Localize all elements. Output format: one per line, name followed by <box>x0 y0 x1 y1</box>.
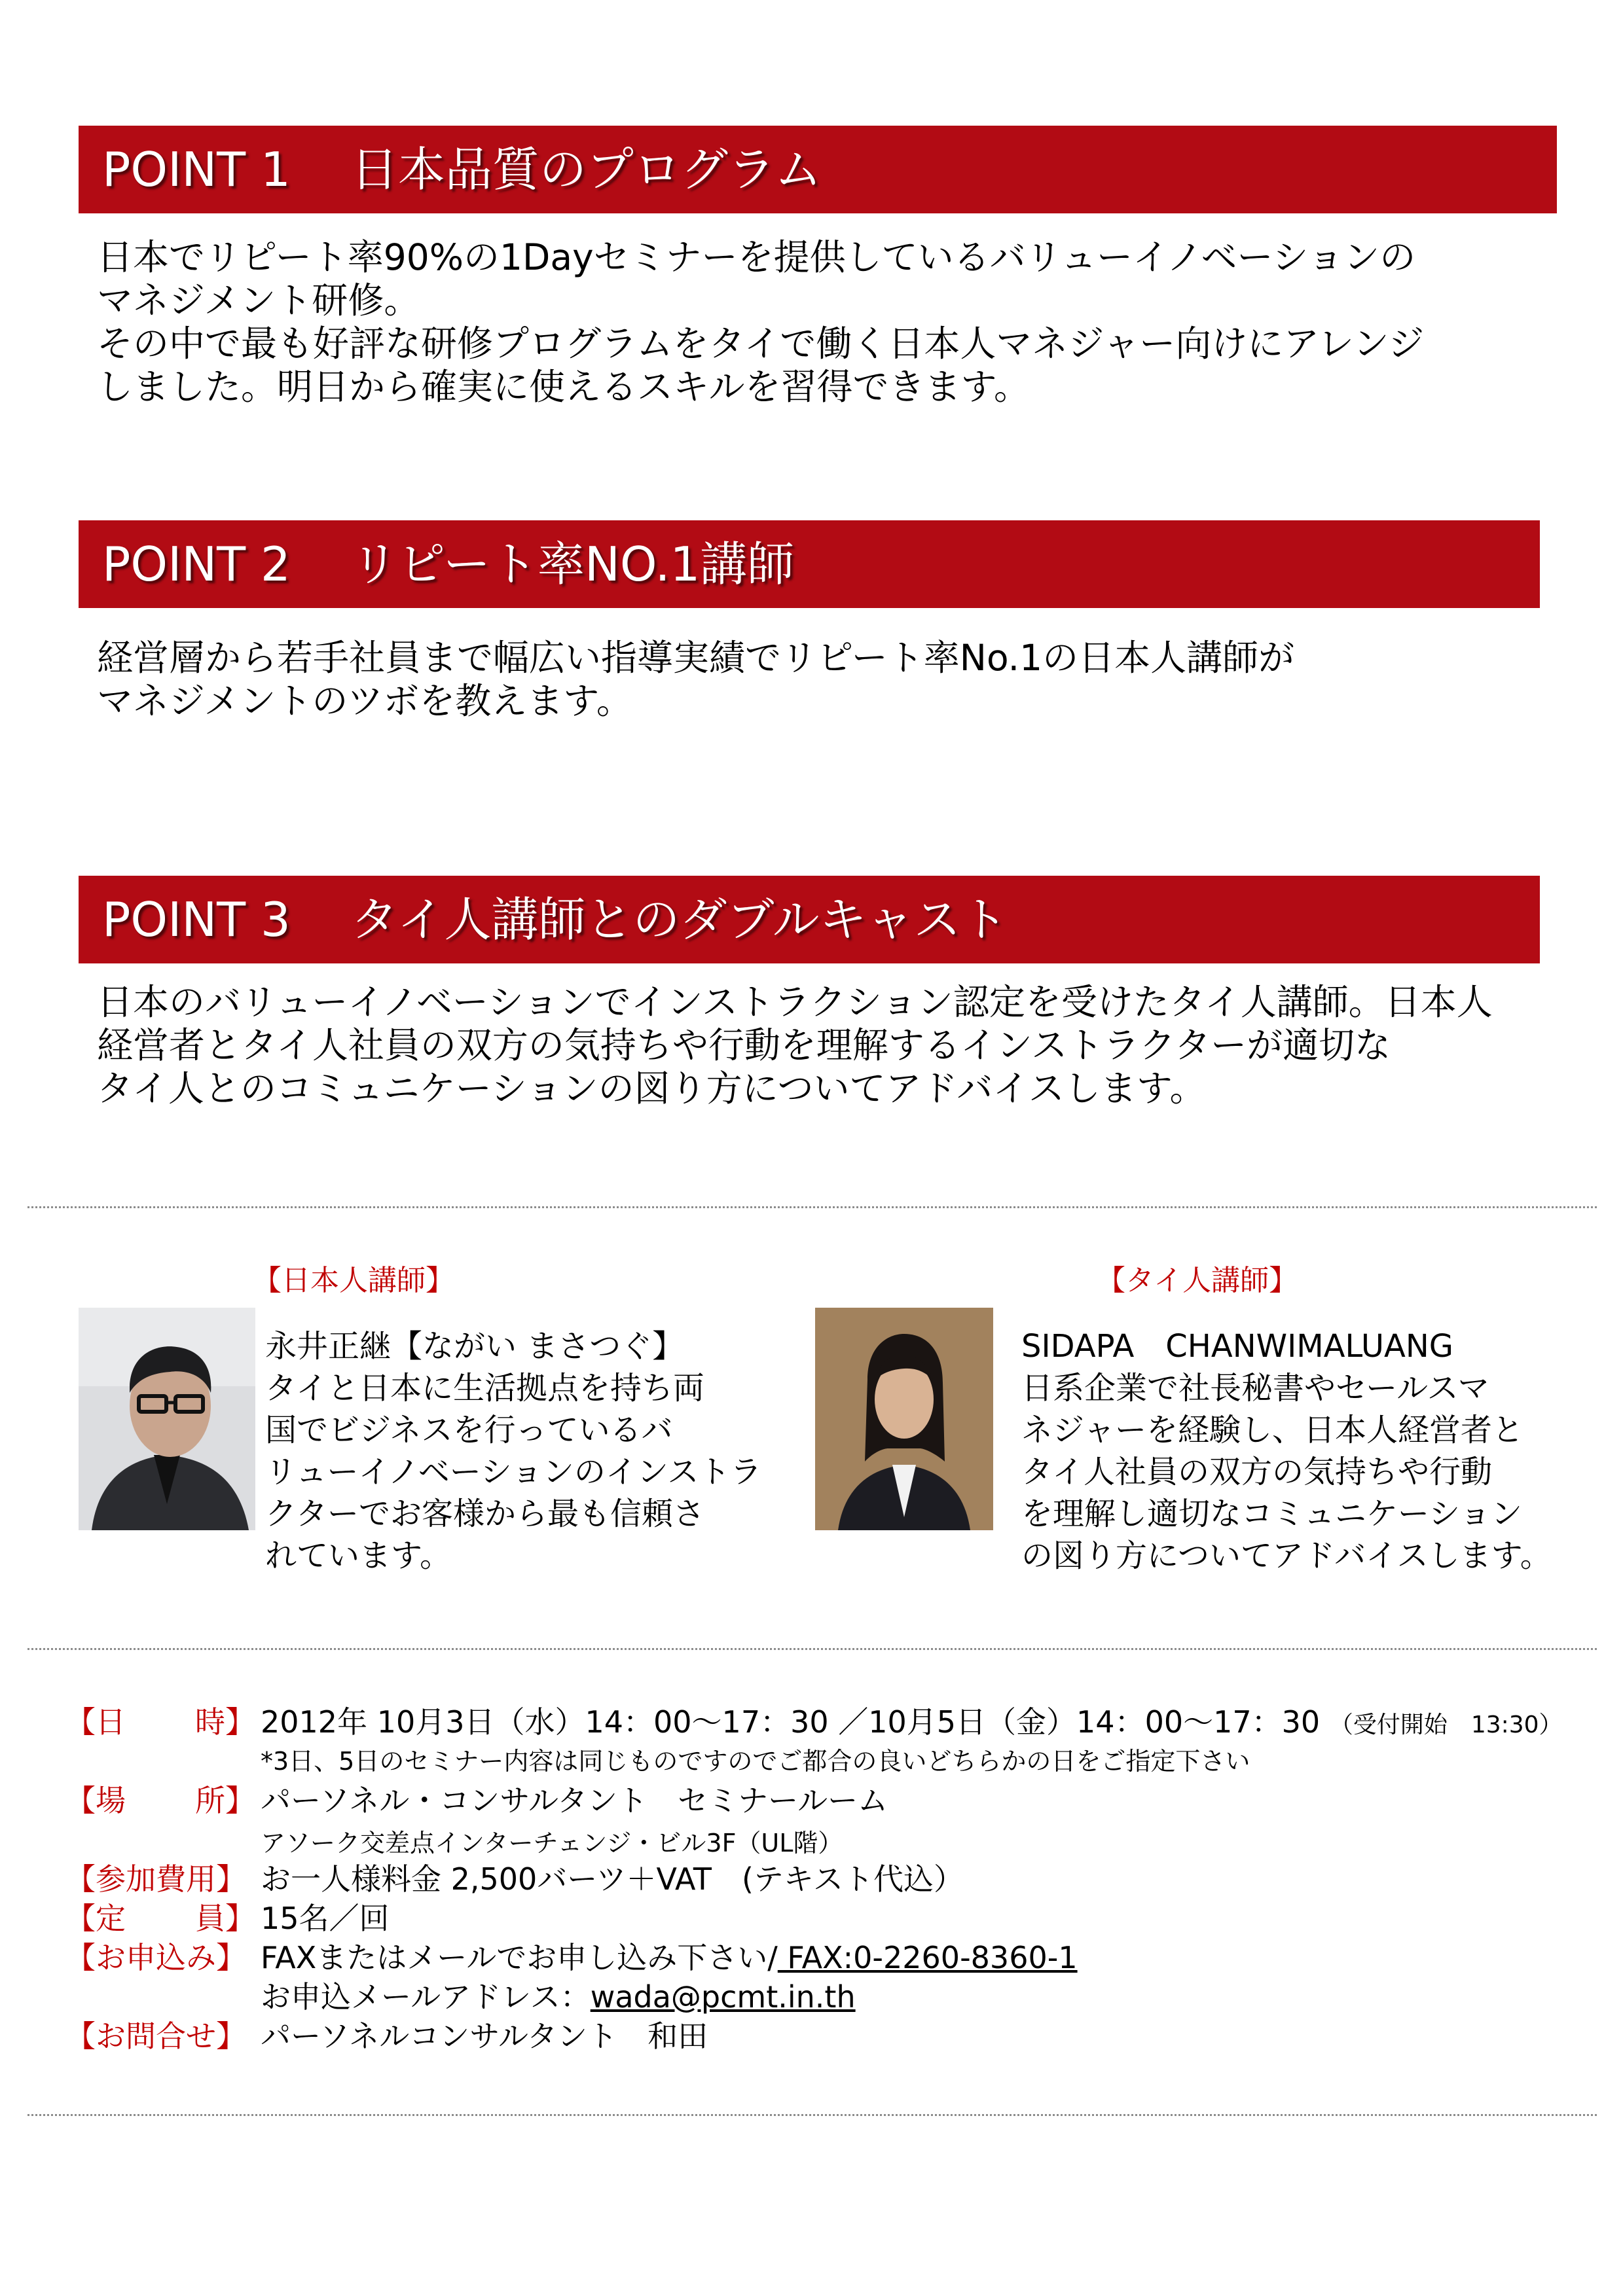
venue-label-b: 所】 <box>195 1783 255 1818</box>
datetime-note: *3日、5日のセミナー内容は同じものですのでご都合の良いどちらかの日をご指定下さい <box>261 1747 1250 1776</box>
point3-line: 経営者とタイ人社員の双方の気持ちや行動を理解するインストラクターが適切な <box>97 1024 1391 1066</box>
datetime-value <box>261 1698 1563 1742</box>
capacity-row <box>65 1895 390 1938</box>
divider <box>27 1648 1597 1650</box>
point3-line: タイ人とのコミュニケーションの図り方についてアドバイスします。 <box>97 1067 1206 1109</box>
apply-value <box>261 1934 1078 1977</box>
divider <box>27 1206 1597 1208</box>
reception-time: （受付開始 13:30） <box>1329 1712 1563 1738</box>
fee-row <box>65 1856 964 1899</box>
japanese-lecturer-bio <box>265 1325 761 1577</box>
point1-label: POINT 1 <box>102 142 291 197</box>
point3-line: 日本のバリューイノベーションでインストラクション認定を受けたタイ人講師。日本人 <box>97 981 1493 1023</box>
email-prefix: お申込メールアドレス： <box>261 1979 591 2015</box>
venue-address: アソーク交差点インターチェンジ・ビル3F（UL階） <box>261 1829 843 1857</box>
japanese-lecturer-name: 永井正継【ながい まさつぐ】 <box>265 1328 684 1365</box>
bio-line: 国でビジネスを行っているバ <box>265 1412 673 1448</box>
datetime-label-a: 【日 <box>65 1704 126 1740</box>
bio-line: リューイノベーションのインストラ <box>265 1454 762 1490</box>
apply-label: 【お申込み】 <box>65 1940 246 1975</box>
venue-label <box>65 1777 255 1820</box>
bio-line: を理解し適切なコミュニケーション <box>1021 1496 1523 1532</box>
point3-label: POINT 3 <box>102 892 291 947</box>
capacity-label <box>65 1895 255 1938</box>
bio-line: タイ人社員の双方の気持ちや行動 <box>1021 1454 1493 1490</box>
datetime-row <box>65 1698 1563 1742</box>
point2-title: リピート率NO.1講師 <box>350 537 795 592</box>
thai-lecturer-heading: 【タイ人講師】 <box>1097 1264 1298 1297</box>
capacity-label-a: 【定 <box>65 1901 126 1936</box>
bio-line: タイと日本に生活拠点を持ち両 <box>265 1370 705 1407</box>
email-link[interactable]: wada@pcmt.in.th <box>590 1979 856 2015</box>
point1-line: マネジメント研修。 <box>97 279 420 321</box>
divider <box>27 2114 1597 2116</box>
thai-lecturer-bio <box>1021 1325 1552 1577</box>
point1-description <box>97 236 1424 408</box>
fax-number[interactable]: FAX:0-2260-8360-1 <box>777 1940 1078 1975</box>
japanese-lecturer-heading: 【日本人講師】 <box>253 1264 454 1297</box>
point2-label: POINT 2 <box>102 537 291 592</box>
contact-value: パーソネルコンサルタント 和田 <box>261 2018 708 2054</box>
thai-lecturer-photo <box>815 1308 993 1530</box>
point1-line: その中で最も好評な研修プログラムをタイで働く日本人マネジャー向けにアレンジ <box>97 323 1425 365</box>
fee-value: お一人様料金 2,500バーツ＋VAT (テキスト代込） <box>261 1861 964 1897</box>
point1-line: 日本でリピート率90%の1Dayセミナーを提供しているバリューイノベーションの <box>97 236 1416 278</box>
email-row <box>261 1973 856 2017</box>
apply-row <box>65 1934 1078 1977</box>
point1-title: 日本品質のプログラム <box>350 142 822 197</box>
point3-banner <box>79 876 1540 963</box>
venue-value: パーソネル・コンサルタント セミナールーム <box>261 1783 888 1818</box>
bio-line: 日系企業で社長秘書やセールスマ <box>1021 1370 1489 1407</box>
point3-title: タイ人講師とのダブルキャスト <box>350 892 1008 947</box>
venue-label-a: 【場 <box>65 1783 126 1818</box>
bio-line: れています。 <box>265 1537 452 1574</box>
bio-line: クターでお客様から最も信頼さ <box>265 1496 705 1532</box>
capacity-value: 15名／回 <box>261 1901 390 1936</box>
capacity-label-b: 員】 <box>195 1901 255 1936</box>
contact-row <box>65 2013 708 2056</box>
point2-line: 経営層から若手社員まで幅広い指導実績でリピート率No.1の日本人講師が <box>97 637 1295 679</box>
point1-line: しました。明日から確実に使えるスキルを習得できます。 <box>97 366 1030 408</box>
point2-description <box>97 636 1294 723</box>
point1-banner <box>79 126 1557 213</box>
datetime-text: 2012年 10月3日（水）14：00～17：30 ／10月5日（金）14：00～17：30 <box>261 1704 1321 1740</box>
point2-line: マネジメントのツボを教えます。 <box>97 680 632 722</box>
point2-banner <box>79 520 1540 608</box>
fee-label: 【参加費用】 <box>65 1861 246 1897</box>
bio-line: の図り方についてアドバイスします。 <box>1021 1537 1552 1574</box>
datetime-label-b: 時】 <box>195 1704 255 1740</box>
datetime-label <box>65 1698 255 1742</box>
apply-text: FAXまたはメールでお申し込み下さい/ <box>261 1940 778 1975</box>
email-value <box>261 1973 856 2017</box>
contact-label: 【お問合せ】 <box>65 2018 246 2054</box>
japanese-lecturer-photo <box>79 1308 255 1530</box>
bio-line: ネジャーを経験し、日本人経営者と <box>1021 1412 1524 1448</box>
venue-row <box>65 1777 888 1820</box>
thai-lecturer-name: SIDAPA CHANWIMALUANG <box>1021 1328 1453 1365</box>
point3-description <box>97 980 1493 1110</box>
